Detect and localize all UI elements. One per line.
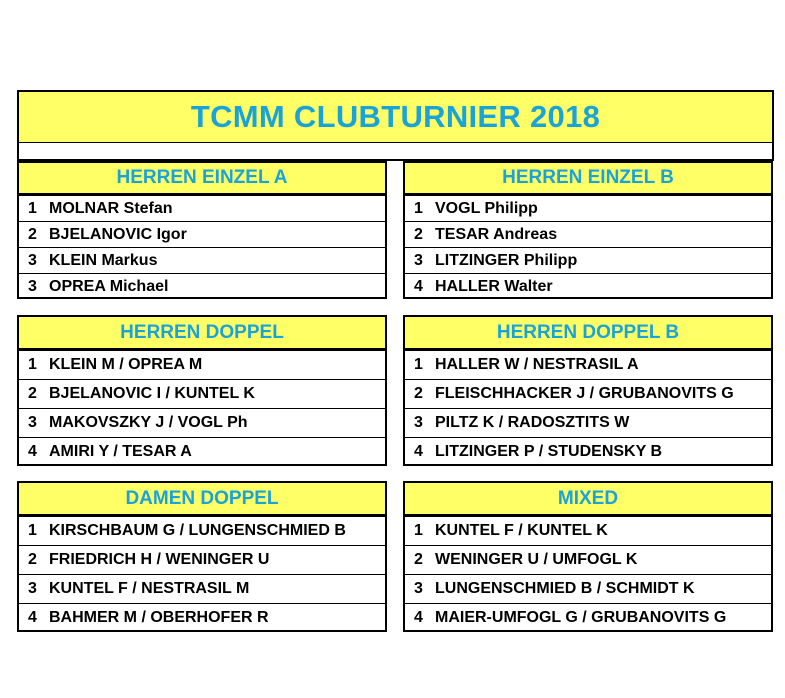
rank: 4 [414, 609, 423, 626]
player-name: BJELANOVIC I / KUNTEL K [49, 385, 255, 402]
player-name: VOGL Philipp [435, 199, 538, 217]
result-row [405, 195, 771, 221]
result-row [405, 273, 771, 299]
result-row [19, 379, 385, 408]
result-row [19, 273, 385, 299]
rank: 2 [414, 551, 423, 568]
title-banner [17, 90, 774, 143]
player-name: PILTZ K / RADOSZTITS W [435, 414, 630, 431]
player-name: BJELANOVIC Igor [49, 225, 187, 243]
result-row [405, 437, 771, 466]
section-mixed [403, 481, 773, 632]
player-name: HALLER W / NESTRASIL A [435, 356, 639, 373]
result-row [405, 408, 771, 437]
result-row [19, 545, 385, 574]
rank: 1 [414, 199, 423, 217]
player-name: WENINGER U / UMFOGL K [435, 551, 638, 568]
player-name: LUNGENSCHMIED B / SCHMIDT K [435, 580, 695, 597]
player-name: MAIER-UMFOGL G / GRUBANOVITS G [435, 609, 727, 626]
rank: 3 [414, 251, 423, 269]
player-name: KUNTEL F / KUNTEL K [435, 522, 608, 539]
rank: 2 [414, 225, 423, 243]
player-name: LITZINGER P / STUDENSKY B [435, 443, 662, 460]
result-row [19, 574, 385, 603]
result-row [19, 516, 385, 545]
section-heading: HERREN DOPPEL B [405, 317, 771, 350]
result-row [19, 350, 385, 379]
result-row [405, 516, 771, 545]
result-row [19, 408, 385, 437]
player-name: KUNTEL F / NESTRASIL M [49, 580, 250, 597]
rank: 2 [28, 385, 37, 402]
rank: 4 [414, 443, 423, 460]
result-row [405, 350, 771, 379]
result-row [405, 574, 771, 603]
rank: 3 [28, 277, 37, 295]
result-row [405, 545, 771, 574]
rank: 1 [414, 522, 423, 539]
result-row [405, 221, 771, 247]
player-name: KLEIN M / OPREA M [49, 356, 203, 373]
rank: 4 [414, 277, 423, 295]
result-row [19, 437, 385, 466]
rank: 4 [28, 609, 37, 626]
player-name: KLEIN Markus [49, 251, 158, 269]
result-row [19, 247, 385, 273]
section-heading: HERREN EINZEL B [405, 163, 771, 195]
section-heading: HERREN EINZEL A [19, 163, 385, 195]
spacer-row [17, 142, 774, 161]
result-row [19, 221, 385, 247]
result-row [405, 379, 771, 408]
result-row [19, 195, 385, 221]
rank: 3 [28, 414, 37, 431]
player-name: FRIEDRICH H / WENINGER U [49, 551, 270, 568]
player-name: HALLER Walter [435, 277, 553, 295]
rank: 3 [28, 251, 37, 269]
section-herren-einzel-b [403, 161, 773, 299]
rank: 1 [28, 522, 37, 539]
player-name: BAHMER M / OBERHOFER R [49, 609, 269, 626]
player-name: TESAR Andreas [435, 225, 558, 243]
rank: 1 [28, 356, 37, 373]
player-name: MOLNAR Stefan [49, 199, 173, 217]
rank: 3 [414, 580, 423, 597]
rank: 1 [28, 199, 37, 217]
player-name: OPREA Michael [49, 277, 169, 295]
player-name: LITZINGER Philipp [435, 251, 578, 269]
rank: 3 [414, 414, 423, 431]
rank: 3 [28, 580, 37, 597]
player-name: AMIRI Y / TESAR A [49, 443, 192, 460]
player-name: FLEISCHHACKER J / GRUBANOVITS G [435, 385, 734, 402]
section-herren-doppel-b [403, 315, 773, 466]
rank: 2 [28, 225, 37, 243]
player-name: MAKOVSZKY J / VOGL Ph [49, 414, 248, 431]
rank: 2 [414, 385, 423, 402]
section-damen-doppel [17, 481, 387, 632]
rank: 4 [28, 443, 37, 460]
result-row [19, 603, 385, 632]
section-heading: MIXED [405, 483, 771, 516]
rank: 2 [28, 551, 37, 568]
rank: 1 [414, 356, 423, 373]
page-title: TCMM CLUBTURNIER 2018 [190, 99, 601, 134]
section-herren-doppel [17, 315, 387, 466]
section-heading: DAMEN DOPPEL [19, 483, 385, 516]
result-row [405, 603, 771, 632]
result-row [405, 247, 771, 273]
player-name: KIRSCHBAUM G / LUNGENSCHMIED B [49, 522, 346, 539]
section-heading: HERREN DOPPEL [19, 317, 385, 350]
section-herren-einzel-a [17, 161, 387, 299]
